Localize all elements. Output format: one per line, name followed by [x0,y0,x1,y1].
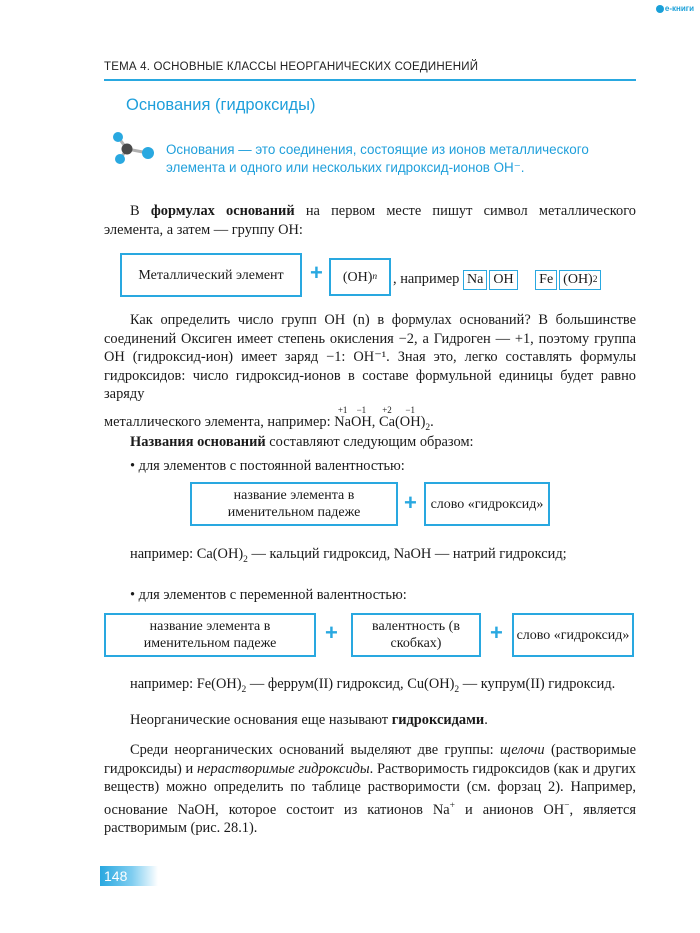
paragraph-hydroxides: Неорганические основания еще называют гидроксидами. [130,712,488,728]
valence-box: валентность (в скобках) [351,613,481,657]
formula-example: , например Na OH Fe (OH) 2 [393,270,601,290]
element-name-box: название элемента в именительном падеже [190,482,398,526]
paragraph-oh-example: металлического элемента, например: +1 Na −1 OH, +2 Ca −1 $(OH)_2$. [104,405,434,433]
molecule-icon [108,130,158,166]
paragraph-names: Названия оснований составляют следующим образом: [130,434,474,450]
definition-text: Основания — это соединения, состоящие из ионов металлического элемента и одного или нескольких гидроксид-ионов OH⁻. [166,142,589,175]
paragraph-oh-count: Как определить число групп OH (n) в формулах оснований? В большинстве соединений Оксиген имеет степень окисления −2, а Гидроген — +1, поэтому группа OH (гидроксид-ион) имеет заряд −1: OH⁻¹. Зная это, легко составлять формулы гидроксидов: число гидроксид-ионов в составе формульной единицы будет равно заряду [104,312,636,403]
example-variable-valence: например: $Fe(OH)_2$ — феррум(II) гидроксид, $Cu(OH)_2$ — купрум(II) гидроксид. [130,676,616,695]
example-constant-valence: например: $Ca(OH)_2$ — кальций гидроксид, NaOH — натрий гидроксид; [130,546,567,565]
publisher-logo: e-книги [656,4,694,13]
paragraph-groups: Среди неорганических оснований выделяют две группы: щелочи (растворимые гидроксиды) и нерастворимые гидроксиды. Растворимость гидроксидов (как и других веществ) можно определить по таблице растворимости (см. форзац 2). Например, основание NaOH, которое состоит из катионов Na+ и анионов OH−, является растворимым (рис. 28.1). [104,742,637,837]
plus-sign: + [310,260,323,285]
element-name-box-2: название элемента в именительном падеже [104,613,316,657]
section-title: Основания (гидроксиды) [126,96,316,114]
plus-sign: + [490,620,503,645]
oh-box: OH [489,270,517,290]
hydroxide-word-box: слово «гидроксид» [424,482,550,526]
fe-box: Fe [535,270,557,290]
na-box: Na [463,270,487,290]
chapter-header: ТЕМА 4. ОСНОВНЫЕ КЛАССЫ НЕОРГАНИЧЕСКИХ СОЕДИНЕНИЙ [104,61,479,73]
logo-icon [656,5,664,13]
oh-group-box: (OH) n [329,258,391,296]
plus-sign: + [404,490,417,515]
bullet-constant-valence: • для элементов с постоянной валентностью: [130,458,405,474]
header-divider [104,79,636,81]
plus-sign: + [325,620,338,645]
paragraph-formulas: В формулах оснований на первом месте пишут символ металлического элемента, а затем — группу OH: [104,203,636,238]
oh2-box: (OH) 2 [559,270,601,290]
page-number: 148 [100,866,158,886]
bullet-variable-valence: • для элементов с переменной валентностью: [130,587,407,603]
hydroxide-word-box-2: слово «гидроксид» [512,613,634,657]
metal-element-box: Металлический элемент [120,253,302,297]
